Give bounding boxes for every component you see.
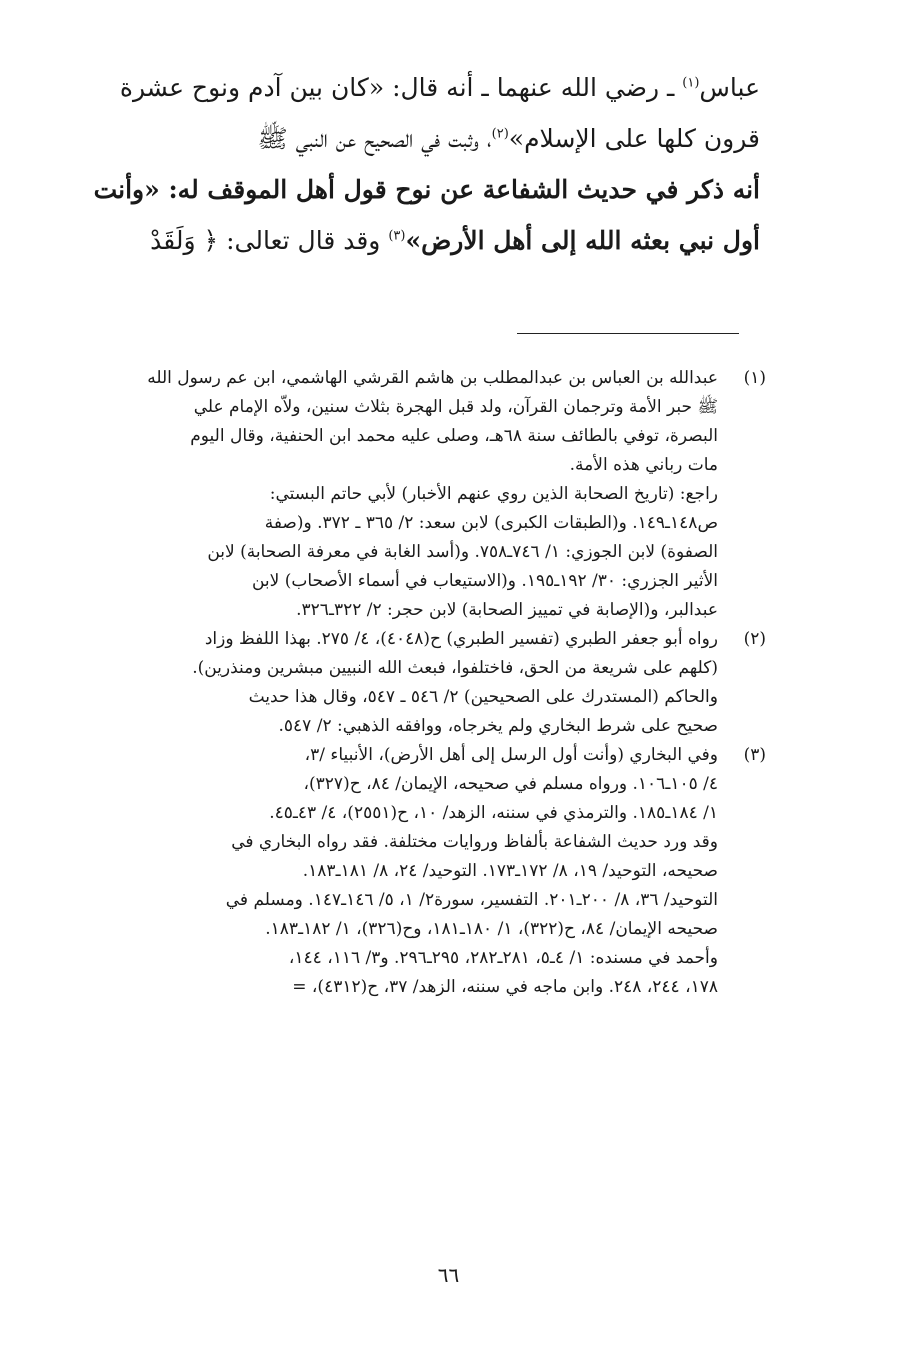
main-line-segment: ـ رضي الله عنهما ـ أنه قال: «كان بين آدم ونوح عشرة bbox=[119, 73, 683, 102]
main-line bbox=[70, 215, 760, 266]
footnote-number: (١) bbox=[743, 368, 766, 388]
footnote-line: والحاكم (المستدرك على الصحيحين) ٢/ ٥٤٦ ـ ٥٤٧، وقال هذا حديث bbox=[248, 687, 718, 707]
main-line bbox=[70, 62, 760, 113]
footnote-line: ٤/ ١٠٥ـ١٠٦. ورواه مسلم في صحيحه، الإيمان/ ٨٤، ح(٣٢٧)، bbox=[303, 774, 718, 794]
footnote-1 bbox=[66, 364, 766, 625]
footnote-line: (كلهم على شريعة من الحق، فاختلفوا، فبعث الله النبيين مبشرين ومنذرين). bbox=[192, 658, 718, 678]
footnotes bbox=[66, 364, 766, 1002]
footnote-2 bbox=[66, 625, 766, 741]
footnote-reference: (٢) bbox=[491, 126, 509, 142]
footnote-reference: (٣) bbox=[388, 228, 406, 244]
footnote-line: التوحيد/ ٣٦، ٨/ ٢٠٠ـ٢٠١. التفسير، سورة٢/ ١، ٥/ ١٤٦ـ١٤٧. ومسلم في bbox=[225, 890, 718, 910]
main-line-segment: أول نبي بعثه الله إلى أهل الأرض» bbox=[405, 226, 760, 255]
footnote-line: الأثير الجزري: ٣٠/ ١٩٢ـ١٩٥. و(الاستيعاب في أسماء الأصحاب) لابن bbox=[251, 571, 718, 591]
footnote-line: ص١٤٨ـ١٤٩. و(الطبقات الكبرى) لابن سعد: ٢/ ٣٦٥ ـ ٣٧٢. و(صفة bbox=[264, 513, 718, 533]
footnote-line: وفي البخاري (وأنت أول الرسل إلى أهل الأرض)، الأنبياء /٣، bbox=[304, 745, 718, 765]
footnote-line: ١٧٨، ٢٤٤، ٢٤٨. وابن ماجه في سننه، الزهد/ ٣٧، ح(٤٣١٢)، = bbox=[292, 977, 718, 997]
footnote-line: عبدالبر، و(الإصابة في تمييز الصحابة) لابن حجر: ٢/ ٣٢٢ـ٣٢٦. bbox=[296, 600, 718, 620]
footnote-line: رواه أبو جعفر الطبري (تفسير الطبري) ح(٤٠٤٨)، ٤/ ٢٧٥. بهذا اللفظ وزاد bbox=[204, 629, 718, 649]
footnote-line: الصفوة) لابن الجوزي: ١/ ٧٤٦ـ٧٥٨. و(أسد الغابة في معرفة الصحابة) لابن bbox=[207, 542, 718, 562]
main-line-segment: عباس bbox=[699, 73, 760, 102]
footnote-line: ﷺ حبر الأمة وترجمان القرآن، ولد قبل الهجرة بثلاث سنين، ولاّه الإمام علي bbox=[193, 397, 718, 417]
footnote-line: مات رباني هذه الأمة. bbox=[569, 455, 718, 475]
footnote-line: راجع: (تاريخ الصحابة الذين روي عنهم الأخبار) لأبي حاتم البستي: bbox=[269, 484, 718, 504]
footnote-line: صحيحه الإيمان/ ٨٤، ح(٣٢٢)، ١/ ١٨٠ـ١٨١، وح(٣٢٦)، ١/ ١٨٢ـ١٨٣. bbox=[265, 919, 718, 939]
main-line bbox=[70, 113, 760, 164]
main-text bbox=[70, 62, 760, 266]
footnote-line: صحيح على شرط البخاري ولم يخرجاه، ووافقه الذهبي: ٢/ ٥٤٧. bbox=[278, 716, 718, 736]
page-number: ٦٦ bbox=[437, 1263, 460, 1287]
footnote-line: ١/ ١٨٤ـ١٨٥. والترمذي في سننه، الزهد/ ١٠، ح(٢٥٥١)، ٤/ ٤٣ـ٤٥. bbox=[269, 803, 718, 823]
main-line-segment: ، وثبت في الصحيح عن النبي ﷺ bbox=[257, 124, 492, 153]
main-line-segment: وقد قال تعالى: ﴿ وَلَقَدْ bbox=[150, 226, 389, 255]
footnote-number: (٣) bbox=[743, 745, 766, 765]
footnote-line: صحيحه، التوحيد/ ١٩، ٨/ ١٧٢ـ١٧٣. التوحيد/ ٢٤، ٨/ ١٨١ـ١٨٣. bbox=[302, 861, 718, 881]
footnote-line: وأحمد في مسنده: ١/ ٤ـ٥، ٢٨١ـ٢٨٢، ٢٩٥ـ٢٩٦. و٣/ ١١٦، ١٤٤، bbox=[288, 948, 718, 968]
footnote-reference: (١) bbox=[682, 75, 700, 91]
footnote-separator bbox=[517, 333, 739, 334]
footnote-number: (٢) bbox=[743, 629, 766, 649]
footnote-line: البصرة، توفي بالطائف سنة ٦٨هـ، وصلى عليه محمد ابن الحنفية، وقال اليوم bbox=[190, 426, 718, 446]
footnote-3 bbox=[66, 741, 766, 1002]
footnote-line: وقد ورد حديث الشفاعة بألفاظ وروايات مختلفة. فقد رواه البخاري في bbox=[231, 832, 718, 852]
main-line: أنه ذكر في حديث الشفاعة عن نوح قول أهل الموقف له: «وأنت bbox=[93, 175, 760, 204]
footnote-line: عبدالله بن العباس بن عبدالمطلب بن هاشم القرشي الهاشمي، ابن عم رسول الله bbox=[147, 368, 718, 388]
main-line-segment: قرون كلها على الإسلام» bbox=[508, 124, 760, 153]
